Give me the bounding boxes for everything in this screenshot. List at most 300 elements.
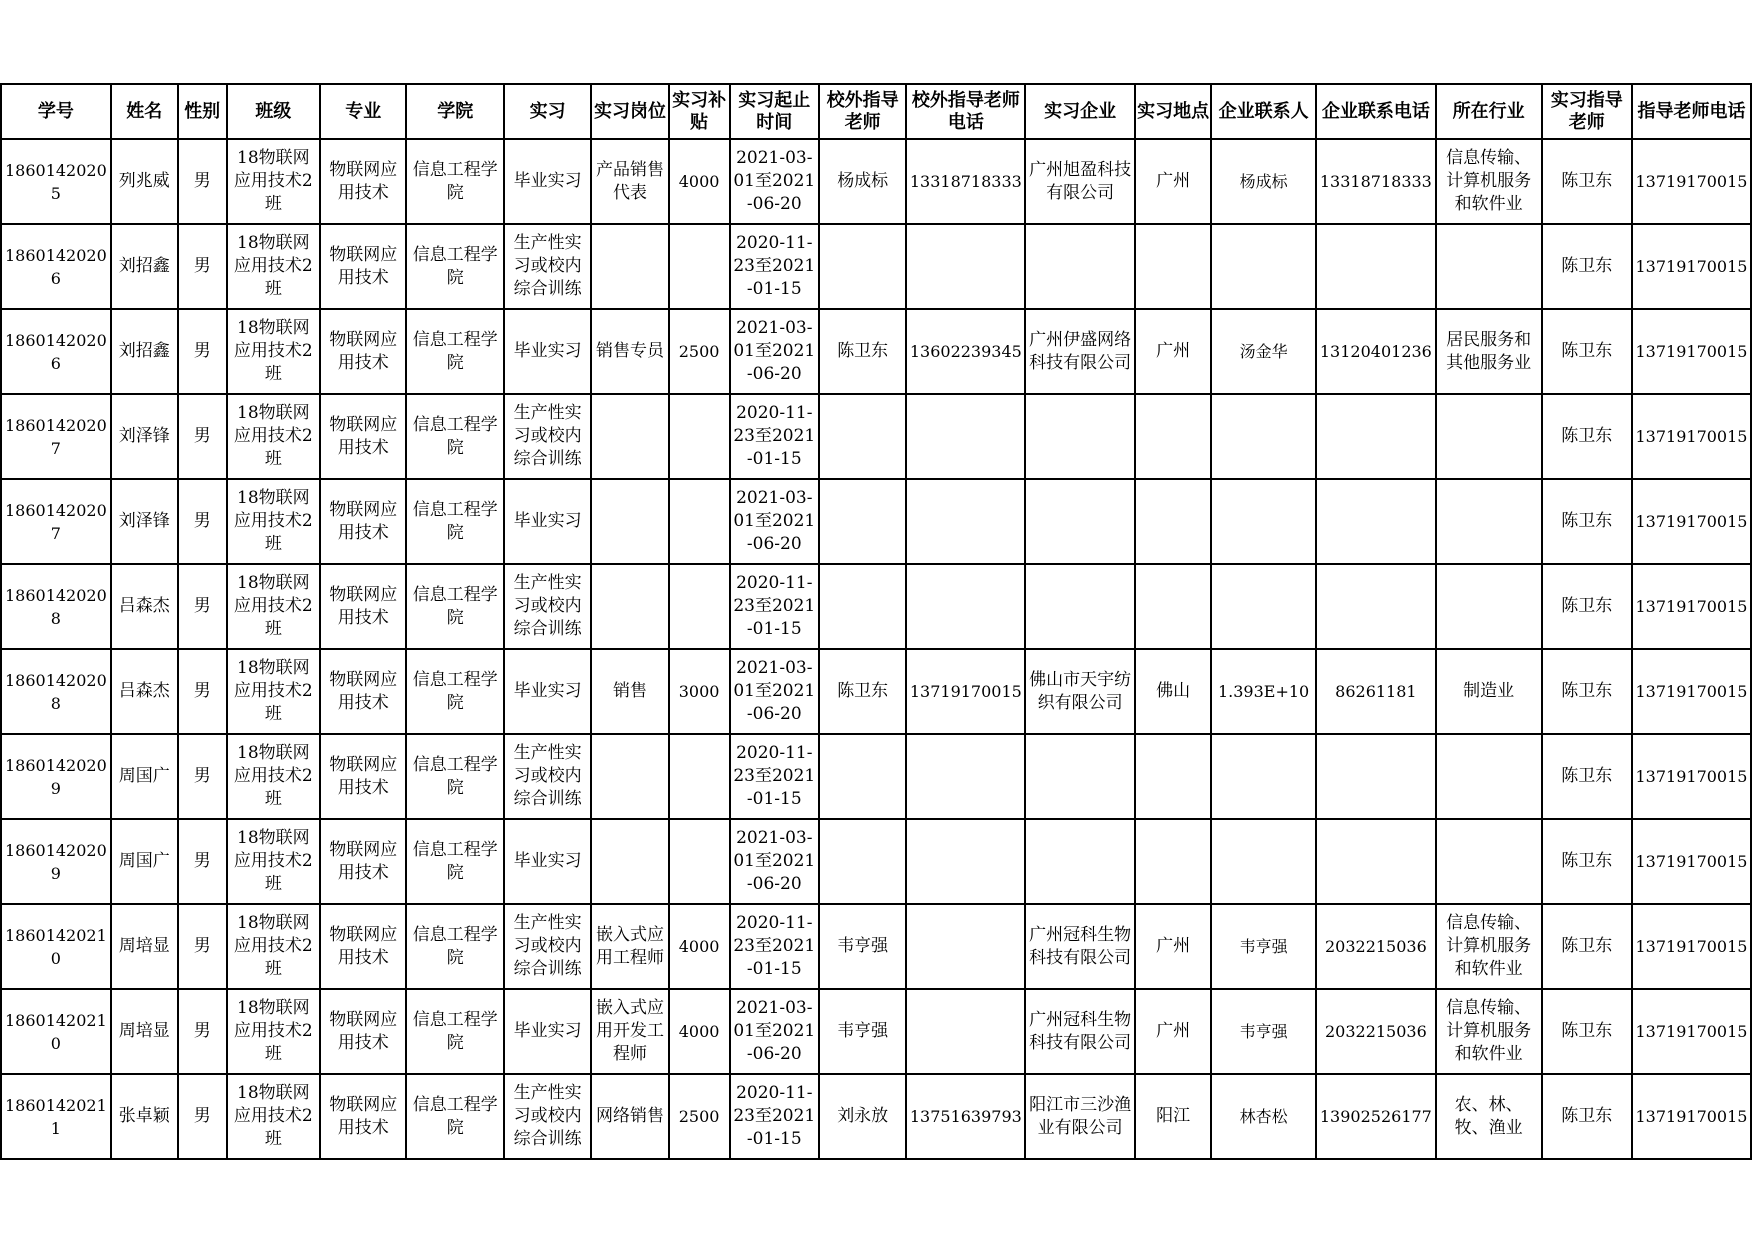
table-cell <box>730 819 819 904</box>
table-cell <box>591 139 668 224</box>
table-cell <box>1632 734 1751 819</box>
cell-text: 陈卫东 <box>1561 936 1613 956</box>
cell-text: 网络销售 <box>595 1106 664 1126</box>
table-cell <box>819 819 906 904</box>
table-cell <box>178 564 227 649</box>
table-cell <box>1025 819 1135 904</box>
cell-text: 销售专员 <box>595 341 664 361</box>
table-cell <box>1135 734 1211 819</box>
cell-text: 13318718333 <box>909 172 1022 191</box>
table-cell <box>906 649 1025 734</box>
cell-text: 广州伊盛网络科技有限公司 <box>1029 329 1132 373</box>
cell-text: 周培显 <box>118 936 170 956</box>
table-row <box>1 904 1751 989</box>
table-row <box>1 734 1751 819</box>
cell-text: 杨成标 <box>1239 172 1288 191</box>
table-cell <box>906 904 1025 989</box>
table-cell <box>227 904 320 989</box>
cell-text: 2020-11-23至2021-01-15 <box>733 1083 816 1149</box>
cell-text: 林杏松 <box>1239 1107 1288 1126</box>
table-cell <box>591 904 668 989</box>
cell-text: 陈卫东 <box>1561 766 1613 786</box>
table-cell <box>1 394 111 479</box>
table-cell <box>406 309 504 394</box>
cell-text: 18601420205 <box>4 160 107 203</box>
table-cell <box>819 479 906 564</box>
table-cell <box>591 564 668 649</box>
table-cell <box>178 479 227 564</box>
cell-text: 周国广 <box>118 851 170 871</box>
cell-text: 18601420206 <box>4 245 107 288</box>
table-cell <box>906 989 1025 1074</box>
column-header: 实习岗位 <box>591 84 668 139</box>
cell-text: 2020-11-23至2021-01-15 <box>733 403 816 469</box>
table-cell <box>1135 139 1211 224</box>
cell-text: 18601420209 <box>4 840 107 883</box>
table-cell <box>1436 819 1542 904</box>
cell-text: 13719170015 <box>909 682 1022 701</box>
cell-text: 2020-11-23至2021-01-15 <box>733 743 816 809</box>
table-cell <box>227 479 320 564</box>
cell-text: 信息工程学院 <box>412 584 498 628</box>
cell-text: 生产性实习或校内综合训练 <box>513 743 582 809</box>
cell-text: 陈卫东 <box>1561 1106 1613 1126</box>
table-cell <box>1 819 111 904</box>
cell-text: 18物联网应用技术2班 <box>233 233 313 299</box>
table-cell <box>669 819 730 904</box>
cell-text: 13719170015 <box>1635 1022 1748 1041</box>
cell-text: 13719170015 <box>1635 937 1748 956</box>
column-header: 实习 <box>504 84 591 139</box>
cell-text: 男 <box>193 511 211 531</box>
cell-text: 吕森杰 <box>118 681 170 701</box>
cell-text: 18物联网应用技术2班 <box>233 403 313 469</box>
cell-text: 3000 <box>678 682 720 701</box>
table-cell <box>1025 139 1135 224</box>
table-cell <box>730 649 819 734</box>
table-cell <box>1436 904 1542 989</box>
table-cell <box>1211 734 1316 819</box>
table-cell <box>504 649 591 734</box>
table-cell <box>406 649 504 734</box>
table-row <box>1 819 1751 904</box>
cell-text: 18601420209 <box>4 755 107 798</box>
table-cell <box>730 309 819 394</box>
table-cell <box>1135 819 1211 904</box>
table-cell <box>1632 394 1751 479</box>
cell-text: 13719170015 <box>1635 342 1748 361</box>
table-cell <box>406 394 504 479</box>
cell-text: 4000 <box>678 937 720 956</box>
table-cell <box>406 224 504 309</box>
table-cell <box>1135 309 1211 394</box>
cell-text: 嵌入式应用开发工程师 <box>595 998 664 1064</box>
table-cell <box>1316 989 1436 1074</box>
table-row <box>1 479 1751 564</box>
table-cell <box>1211 904 1316 989</box>
cell-text: 13719170015 <box>1635 682 1748 701</box>
table-cell <box>1211 819 1316 904</box>
cell-text: 13318718333 <box>1319 172 1432 191</box>
table-cell <box>320 989 406 1074</box>
table-cell <box>178 224 227 309</box>
column-header: 性别 <box>178 84 227 139</box>
table-cell <box>111 1074 178 1159</box>
cell-text: 男 <box>193 341 211 361</box>
table-cell <box>906 734 1025 819</box>
cell-text: 韦亨强 <box>837 936 889 956</box>
table-cell <box>504 479 591 564</box>
cell-text: 物联网应用技术 <box>329 754 398 798</box>
table-cell <box>1632 649 1751 734</box>
table-cell <box>669 989 730 1074</box>
table-cell <box>1436 989 1542 1074</box>
table-cell <box>1436 309 1542 394</box>
table-cell <box>111 224 178 309</box>
cell-text: 阳江市三沙渔业有限公司 <box>1029 1094 1132 1138</box>
table-cell <box>1025 564 1135 649</box>
cell-text: 18物联网应用技术2班 <box>233 743 313 809</box>
table-cell <box>1542 564 1632 649</box>
cell-text: 18物联网应用技术2班 <box>233 828 313 894</box>
table-cell <box>906 224 1025 309</box>
cell-text: 2500 <box>678 1107 720 1126</box>
table-cell <box>1135 479 1211 564</box>
cell-text: 13719170015 <box>1635 257 1748 276</box>
table-cell <box>1 479 111 564</box>
table-cell <box>111 649 178 734</box>
cell-text: 男 <box>193 171 211 191</box>
table-cell <box>819 564 906 649</box>
column-header: 学院 <box>406 84 504 139</box>
cell-text: 18物联网应用技术2班 <box>233 658 313 724</box>
cell-text: 陈卫东 <box>1561 851 1613 871</box>
cell-text: 18物联网应用技术2班 <box>233 573 313 639</box>
table-cell <box>1 904 111 989</box>
table-cell <box>1025 479 1135 564</box>
cell-text: 毕业实习 <box>513 341 582 361</box>
table-cell <box>1025 989 1135 1074</box>
cell-text: 男 <box>193 936 211 956</box>
cell-text: 陈卫东 <box>1561 1021 1613 1041</box>
table-cell <box>1025 309 1135 394</box>
table-cell <box>227 649 320 734</box>
table-cell <box>1542 904 1632 989</box>
table-cell <box>906 819 1025 904</box>
cell-text: 信息工程学院 <box>412 754 498 798</box>
table-cell <box>669 649 730 734</box>
table-cell <box>178 989 227 1074</box>
table-cell <box>1135 989 1211 1074</box>
cell-text: 销售 <box>612 681 647 701</box>
table-cell <box>591 649 668 734</box>
cell-text: 2021-03-01至2021-06-20 <box>733 828 816 894</box>
table-cell <box>227 819 320 904</box>
table-cell <box>1211 564 1316 649</box>
cell-text: 2021-03-01至2021-06-20 <box>733 148 816 214</box>
table-cell <box>906 479 1025 564</box>
cell-text: 男 <box>193 681 211 701</box>
cell-text: 毕业实习 <box>513 681 582 701</box>
cell-text: 陈卫东 <box>1561 341 1613 361</box>
table-cell <box>1632 139 1751 224</box>
table-row <box>1 139 1751 224</box>
table-cell <box>906 139 1025 224</box>
table-cell <box>730 904 819 989</box>
cell-text: 韦亨强 <box>1239 937 1288 956</box>
cell-text: 吕森杰 <box>118 596 170 616</box>
column-header: 企业联系电话 <box>1316 84 1436 139</box>
cell-text: 刘永放 <box>837 1106 889 1126</box>
column-header: 企业联系人 <box>1211 84 1316 139</box>
table-cell <box>1542 734 1632 819</box>
table-cell <box>1542 989 1632 1074</box>
cell-text: 物联网应用技术 <box>329 329 398 373</box>
table-cell <box>1316 224 1436 309</box>
table-cell <box>1436 564 1542 649</box>
column-header: 专业 <box>320 84 406 139</box>
table-row <box>1 394 1751 479</box>
table-cell <box>1632 1074 1751 1159</box>
table-cell <box>730 564 819 649</box>
cell-text: 物联网应用技术 <box>329 1094 398 1138</box>
cell-text: 张卓颖 <box>118 1106 170 1126</box>
table-row <box>1 649 1751 734</box>
cell-text: 13719170015 <box>1635 512 1748 531</box>
table-cell <box>819 989 906 1074</box>
cell-text: 阳江 <box>1156 1106 1191 1126</box>
table-cell <box>591 734 668 819</box>
table-cell <box>1542 649 1632 734</box>
table-cell <box>320 309 406 394</box>
cell-text: 18601420208 <box>4 585 107 628</box>
column-header: 实习企业 <box>1025 84 1135 139</box>
cell-text: 陈卫东 <box>1561 426 1613 446</box>
cell-text: 韦亨强 <box>1239 1022 1288 1041</box>
table-cell <box>1632 479 1751 564</box>
table-cell <box>504 309 591 394</box>
cell-text: 广州冠科生物科技有限公司 <box>1029 1009 1132 1053</box>
table-cell <box>669 904 730 989</box>
cell-text: 毕业实习 <box>513 851 582 871</box>
table-cell <box>406 904 504 989</box>
table-cell <box>1316 309 1436 394</box>
cell-text: 制造业 <box>1463 681 1515 701</box>
column-header: 校外指导老师电话 <box>906 84 1025 139</box>
table-cell <box>1 734 111 819</box>
table-row <box>1 309 1751 394</box>
cell-text: 毕业实习 <box>513 511 582 531</box>
table-cell <box>504 734 591 819</box>
cell-text: 信息工程学院 <box>412 414 498 458</box>
table-cell <box>669 1074 730 1159</box>
cell-text: 物联网应用技术 <box>329 1009 398 1053</box>
cell-text: 物联网应用技术 <box>329 669 398 713</box>
column-header: 学号 <box>1 84 111 139</box>
table-cell <box>1436 1074 1542 1159</box>
cell-text: 刘泽锋 <box>118 426 170 446</box>
cell-text: 产品销售代表 <box>595 159 664 203</box>
table-cell <box>406 989 504 1074</box>
table-cell <box>1 649 111 734</box>
table-cell <box>1135 904 1211 989</box>
cell-text: 生产性实习或校内综合训练 <box>513 233 582 299</box>
table-cell <box>504 394 591 479</box>
table-row <box>1 564 1751 649</box>
cell-text: 2032215036 <box>1324 937 1427 956</box>
table-cell <box>320 904 406 989</box>
table-cell <box>1542 224 1632 309</box>
cell-text: 物联网应用技术 <box>329 159 398 203</box>
table-cell <box>406 734 504 819</box>
table-cell <box>591 1074 668 1159</box>
table-cell <box>730 139 819 224</box>
cell-text: 2021-03-01至2021-06-20 <box>733 488 816 554</box>
cell-text: 18物联网应用技术2班 <box>233 913 313 979</box>
table-cell <box>1025 224 1135 309</box>
cell-text: 13719170015 <box>1635 427 1748 446</box>
table-cell <box>1211 224 1316 309</box>
table-cell <box>669 224 730 309</box>
cell-text: 13902526177 <box>1319 1107 1432 1126</box>
cell-text: 信息工程学院 <box>412 839 498 883</box>
cell-text: 2021-03-01至2021-06-20 <box>733 998 816 1064</box>
table-cell <box>111 904 178 989</box>
cell-text: 生产性实习或校内综合训练 <box>513 913 582 979</box>
table-cell <box>1211 309 1316 394</box>
cell-text: 18601420210 <box>4 1010 107 1053</box>
table-row <box>1 989 1751 1074</box>
table-cell <box>178 734 227 819</box>
cell-text: 18物联网应用技术2班 <box>233 998 313 1064</box>
cell-text: 陈卫东 <box>1561 171 1613 191</box>
table-cell <box>730 989 819 1074</box>
table-cell <box>819 734 906 819</box>
table-cell <box>178 139 227 224</box>
table-cell <box>591 819 668 904</box>
table-cell <box>1211 989 1316 1074</box>
table-cell <box>1316 394 1436 479</box>
table-cell <box>320 139 406 224</box>
cell-text: 陈卫东 <box>1561 256 1613 276</box>
cell-text: 信息传输、计算机服务和软件业 <box>1446 913 1532 979</box>
table-cell <box>504 819 591 904</box>
cell-text: 广州旭盈科技有限公司 <box>1029 159 1132 203</box>
cell-text: 18物联网应用技术2班 <box>233 1083 313 1149</box>
table-cell <box>227 989 320 1074</box>
table-cell <box>227 309 320 394</box>
cell-text: 刘招鑫 <box>118 341 170 361</box>
cell-text: 广州 <box>1156 936 1191 956</box>
cell-text: 信息工程学院 <box>412 329 498 373</box>
table-cell <box>320 734 406 819</box>
table-cell <box>1542 309 1632 394</box>
table-cell <box>1632 819 1751 904</box>
table-cell <box>906 1074 1025 1159</box>
cell-text: 刘泽锋 <box>118 511 170 531</box>
cell-text: 2020-11-23至2021-01-15 <box>733 913 816 979</box>
table-cell <box>1542 394 1632 479</box>
table-cell <box>1 309 111 394</box>
table-cell <box>591 394 668 479</box>
table-cell <box>1211 649 1316 734</box>
cell-text: 13602239345 <box>909 342 1022 361</box>
cell-text: 物联网应用技术 <box>329 499 398 543</box>
table-cell <box>1316 1074 1436 1159</box>
table-cell <box>906 564 1025 649</box>
cell-text: 13719170015 <box>1635 767 1748 786</box>
table-cell <box>819 309 906 394</box>
table-cell <box>730 1074 819 1159</box>
table-cell <box>1316 139 1436 224</box>
table-cell <box>669 734 730 819</box>
column-header: 姓名 <box>111 84 178 139</box>
cell-text: 生产性实习或校内综合训练 <box>513 403 582 469</box>
table-cell <box>1 564 111 649</box>
table-cell <box>178 649 227 734</box>
table-cell <box>1436 139 1542 224</box>
table-cell <box>227 394 320 479</box>
table-cell <box>504 224 591 309</box>
table-cell <box>111 394 178 479</box>
cell-text: 广州 <box>1156 341 1191 361</box>
cell-text: 信息工程学院 <box>412 499 498 543</box>
table-cell <box>111 564 178 649</box>
table-cell <box>819 139 906 224</box>
cell-text: 2021-03-01至2021-06-20 <box>733 318 816 384</box>
table-cell <box>1025 734 1135 819</box>
table-cell <box>1542 479 1632 564</box>
table-cell <box>111 479 178 564</box>
cell-text: 13719170015 <box>1635 597 1748 616</box>
table-cell <box>320 479 406 564</box>
cell-text: 86261181 <box>1335 682 1417 701</box>
cell-text: 男 <box>193 1021 211 1041</box>
cell-text: 信息工程学院 <box>412 924 498 968</box>
cell-text: 列兆威 <box>118 171 170 191</box>
cell-text: 信息传输、计算机服务和软件业 <box>1446 998 1532 1064</box>
table-cell <box>1 224 111 309</box>
table-cell <box>669 564 730 649</box>
column-header: 实习起止时间 <box>730 84 819 139</box>
cell-text: 2032215036 <box>1324 1022 1427 1041</box>
table-cell <box>1025 904 1135 989</box>
table-cell <box>406 564 504 649</box>
cell-text: 男 <box>193 1106 211 1126</box>
cell-text: 18601420210 <box>4 925 107 968</box>
column-header: 所在行业 <box>1436 84 1542 139</box>
cell-text: 陈卫东 <box>837 341 889 361</box>
table-cell <box>406 1074 504 1159</box>
table-cell <box>1316 479 1436 564</box>
cell-text: 农、林、牧、渔业 <box>1454 1094 1523 1138</box>
table-cell <box>906 309 1025 394</box>
table-cell <box>1211 1074 1316 1159</box>
cell-text: 周培显 <box>118 1021 170 1041</box>
table-cell <box>1542 1074 1632 1159</box>
column-header: 实习指导老师 <box>1542 84 1632 139</box>
table-cell <box>669 309 730 394</box>
cell-text: 13120401236 <box>1319 342 1432 361</box>
cell-text: 物联网应用技术 <box>329 924 398 968</box>
table-cell <box>1025 649 1135 734</box>
table-cell <box>406 819 504 904</box>
table-cell <box>406 479 504 564</box>
table-cell <box>1436 224 1542 309</box>
cell-text: 佛山市天宇纺织有限公司 <box>1029 669 1132 713</box>
cell-text: 信息工程学院 <box>412 1009 498 1053</box>
cell-text: 2500 <box>678 342 720 361</box>
